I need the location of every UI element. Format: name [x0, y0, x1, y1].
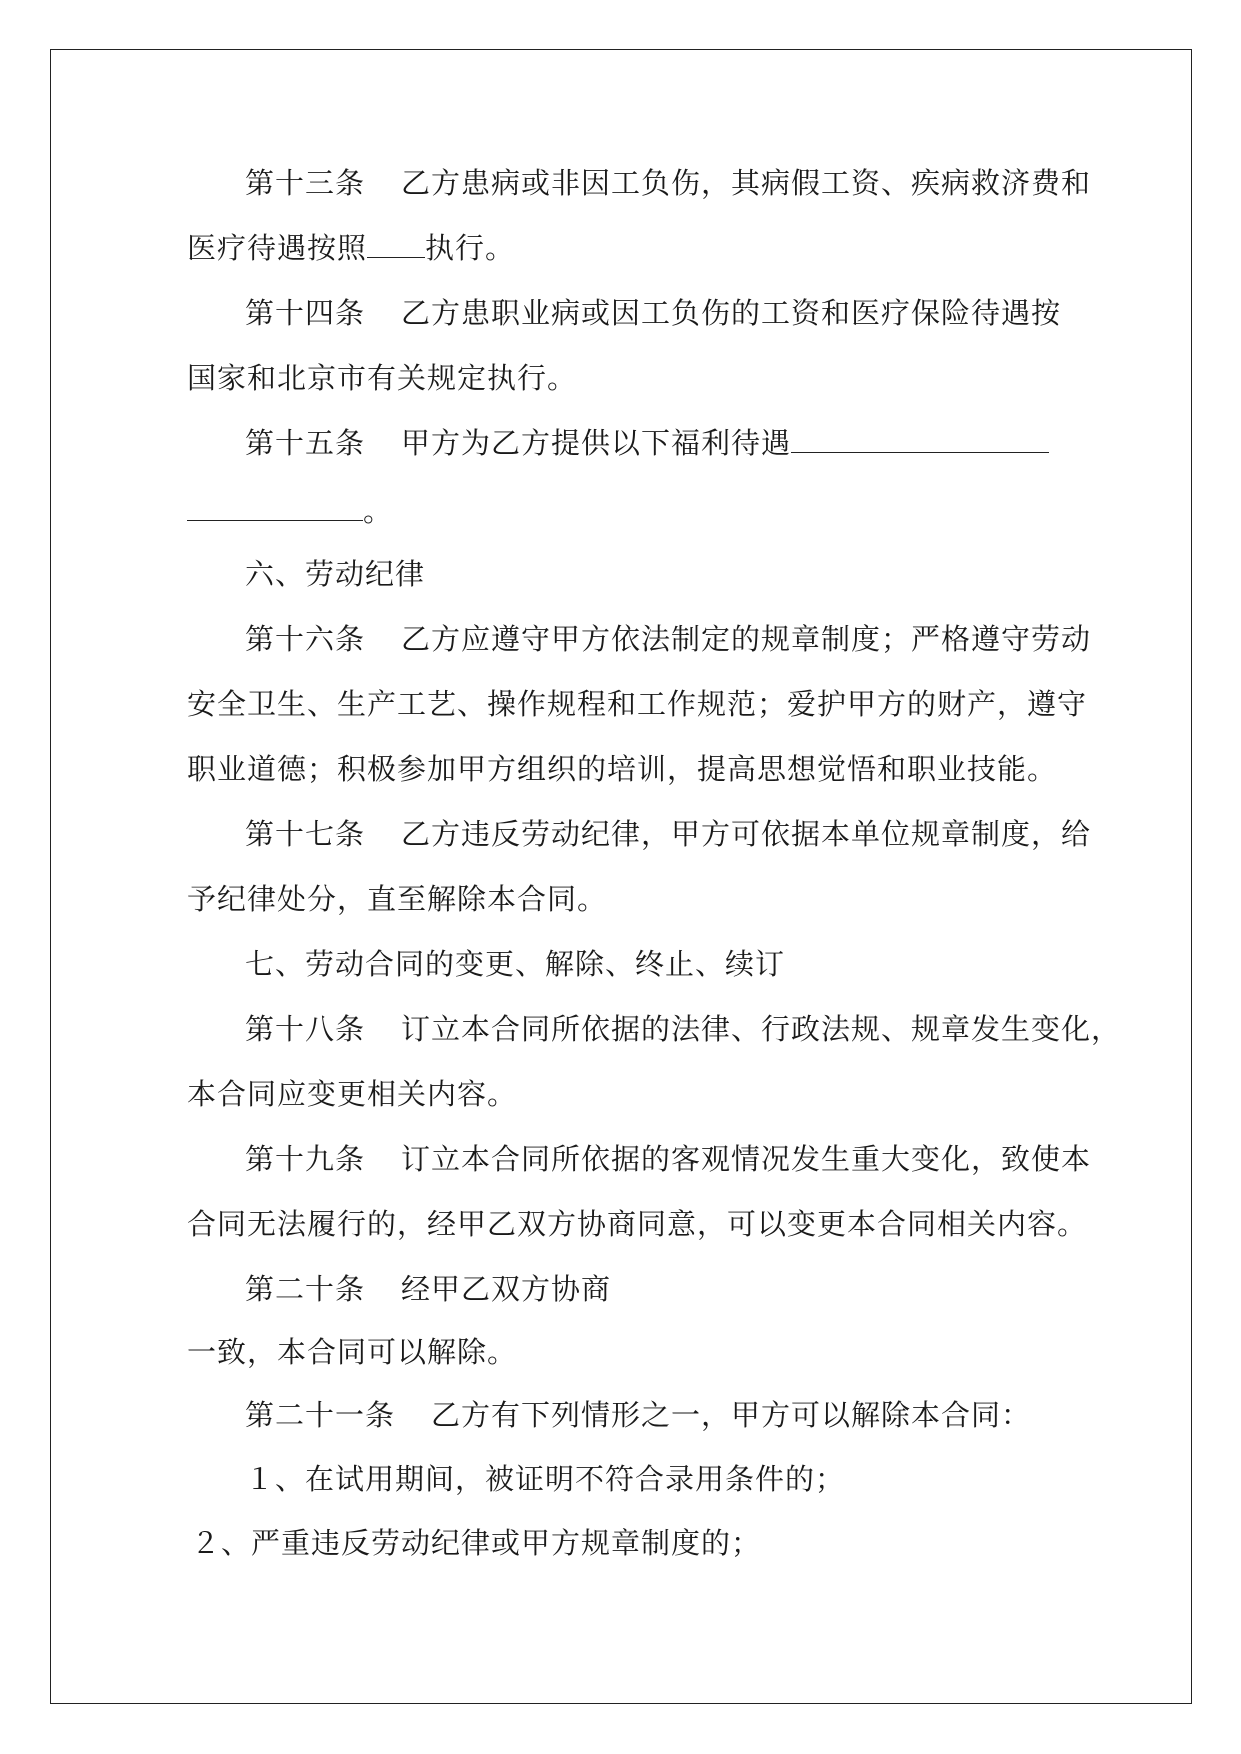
article-21-heading: 第二十一条: [245, 1398, 396, 1432]
blank-field: [187, 494, 363, 521]
article-19-line-2: [187, 1207, 1087, 1241]
article-20-line-2: [187, 1335, 517, 1369]
article-17-line-2: [187, 882, 607, 916]
article-16-line-1: [245, 622, 1091, 656]
blank-field: [791, 426, 1049, 453]
article-15-heading: 第十五条: [245, 426, 366, 460]
article-18-line-2: [187, 1077, 517, 1111]
article-20-heading: 第二十条: [245, 1272, 366, 1306]
article-18-heading: 第十八条: [245, 1012, 366, 1046]
article-15-line-1: [245, 426, 1049, 460]
article-14-line-2: [187, 361, 577, 395]
article-14-heading: 第十四条: [245, 296, 366, 330]
article-16-text: 乙方应遵守甲方依法制定的规章制度；严格遵守劳动: [401, 622, 1092, 656]
article-18-line-1: [245, 1012, 1121, 1046]
article-15-text: 甲方为乙方提供以下福利待遇: [401, 426, 792, 460]
article-19-text-2: 合同无法履行的，经甲乙双方协商同意，可以变更本合同相关内容。: [187, 1207, 1088, 1241]
article-15-text-2: 。: [363, 494, 394, 528]
article-16-text-3: 职业道德；积极参加甲方组织的培训，提高思想觉悟和职业技能。: [187, 752, 1058, 786]
list-item-1: [245, 1462, 845, 1496]
blank-field: [367, 231, 425, 258]
section-7-title: 七、劳动合同的变更、解除、终止、续订: [245, 947, 786, 981]
article-13-text-2: 医疗待遇按照: [187, 231, 368, 265]
article-17-text: 乙方违反劳动纪律，甲方可依据本单位规章制度，给: [401, 817, 1092, 851]
article-18-text-2: 本合同应变更相关内容。: [187, 1077, 518, 1111]
list-item-2-text: ２、严重违反劳动纪律或甲方规章制度的；: [191, 1526, 762, 1560]
section-6-title: 六、劳动纪律: [245, 557, 426, 591]
article-15-line-2: [187, 494, 393, 528]
article-14-text: 乙方患职业病或因工负伤的工资和医疗保险待遇按: [401, 296, 1062, 330]
section-6-heading: [245, 557, 425, 591]
section-7-heading: [245, 947, 785, 981]
article-13-text-3: 执行。: [425, 231, 516, 265]
article-20-text-2: 一致，本合同可以解除。: [187, 1335, 518, 1369]
article-17-text-2: 予纪律处分，直至解除本合同。: [187, 882, 608, 916]
article-18-text: 订立本合同所依据的法律、行政法规、规章发生变化，: [401, 1012, 1122, 1046]
article-17-line-1: [245, 817, 1091, 851]
article-19-heading: 第十九条: [245, 1142, 366, 1176]
article-21-line-1: [245, 1398, 1031, 1432]
article-17-heading: 第十七条: [245, 817, 366, 851]
article-19-line-1: [245, 1142, 1091, 1176]
article-14-text-2: 国家和北京市有关规定执行。: [187, 361, 578, 395]
article-14-line-1: [245, 296, 1061, 330]
list-item-1-text: １、在试用期间，被证明不符合录用条件的；: [245, 1462, 846, 1496]
article-16-line-3: [187, 752, 1057, 786]
article-20-line-1: [245, 1272, 611, 1306]
list-item-2: [191, 1526, 761, 1560]
article-19-text: 订立本合同所依据的客观情况发生重大变化，致使本: [401, 1142, 1092, 1176]
article-16-line-2: [187, 687, 1087, 721]
article-13-line-1: [245, 166, 1091, 200]
article-13-text: 乙方患病或非因工负伤，其病假工资、疾病救济费和: [401, 166, 1092, 200]
article-13-line-2: [187, 231, 515, 265]
article-16-heading: 第十六条: [245, 622, 366, 656]
article-20-text: 经甲乙双方协商: [401, 1272, 612, 1306]
article-13-heading: 第十三条: [245, 166, 366, 200]
article-21-text: 乙方有下列情形之一，甲方可以解除本合同：: [431, 1398, 1032, 1432]
article-16-text-2: 安全卫生、生产工艺、操作规程和工作规范；爱护甲方的财产，遵守: [187, 687, 1088, 721]
